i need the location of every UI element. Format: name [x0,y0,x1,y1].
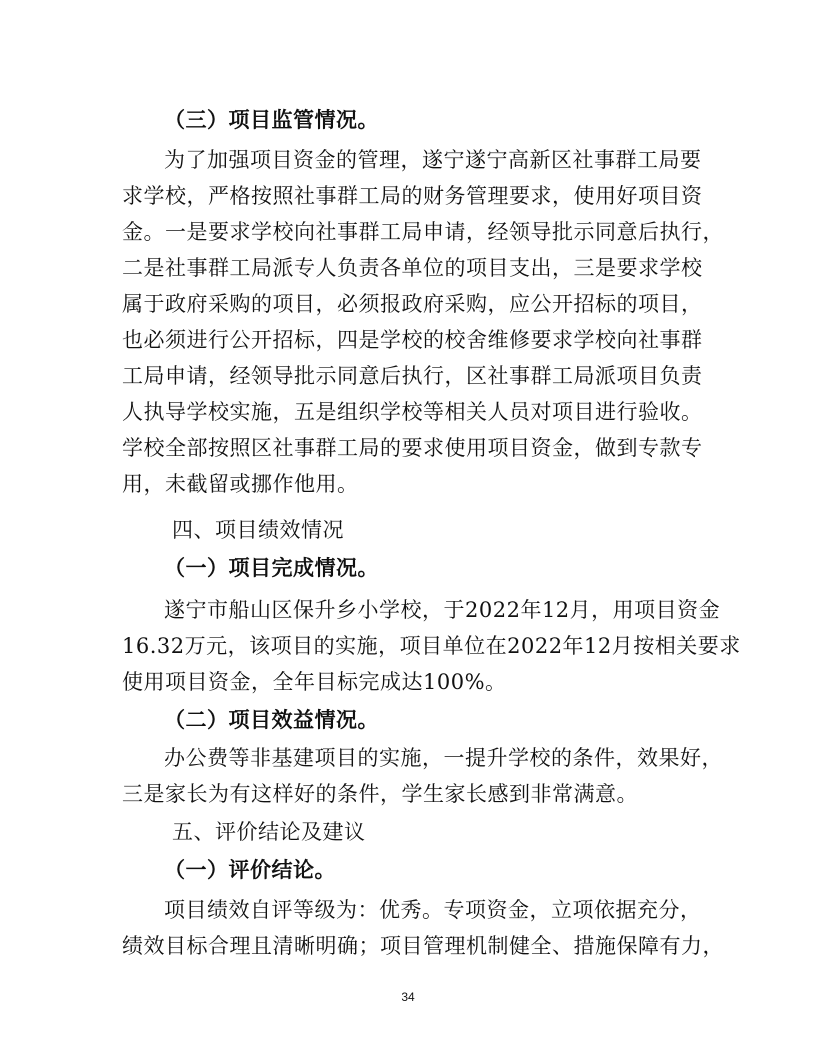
paragraph-line: 绩效目标合理且清晰明确；项目管理机制健全、措施保障有力， [122,934,724,958]
section-heading: （三）项目监管情况。 [164,108,379,132]
paragraph-line: 三是家长为有这样好的条件，学生家长感到非常满意。 [122,782,638,806]
section-heading: （二）项目效益情况。 [164,708,379,732]
section-heading: （一）评价结论。 [164,858,336,882]
paragraph-line: 二是社事群工局派专人负责各单位的项目支出，三是要求学校 [122,256,703,280]
paragraph-line: 人执导学校实施，五是组织学校等相关人员对项目进行验收。 [122,400,703,424]
paragraph-line: 项目绩效自评等级为：优秀。专项资金，立项依据充分， [164,898,702,922]
paragraph-line: 求学校，严格按照社事群工局的财务管理要求，使用好项目资 [122,184,703,208]
chapter-heading: 五、评价结论及建议 [172,820,366,844]
paragraph-line: 办公费等非基建项目的实施，一提升学校的条件，效果好， [164,746,723,770]
section-heading: （一）项目完成情况。 [164,556,379,580]
paragraph-line: 也必须进行公开招标，四是学校的校舍维修要求学校向社事群 [122,328,703,352]
paragraph-line: 工局申请，经领导批示同意后执行，区社事群工局派项目负责 [122,364,703,388]
paragraph-line: 用，未截留或挪作他用。 [122,472,359,496]
page-number: 34 [401,990,415,1004]
chapter-heading: 四、项目绩效情况 [172,518,344,542]
paragraph-line: 遂宁市船山区保升乡小学校，于2022年12月，用项目资金 [164,598,721,622]
paragraph-line: 16.32万元，该项目的实施，项目单位在2022年12月按相关要求 [122,634,741,658]
paragraph-line: 使用项目资金，全年目标完成达100%。 [122,670,507,694]
paragraph-line: 学校全部按照区社事群工局的要求使用项目资金，做到专款专 [122,436,703,460]
paragraph-line: 金。一是要求学校向社事群工局申请，经领导批示同意后执行， [122,220,724,244]
paragraph-line: 为了加强项目资金的管理，遂宁遂宁高新区社事群工局要 [164,148,702,172]
paragraph-line: 属于政府采购的项目，必须报政府采购，应公开招标的项目， [122,292,703,316]
